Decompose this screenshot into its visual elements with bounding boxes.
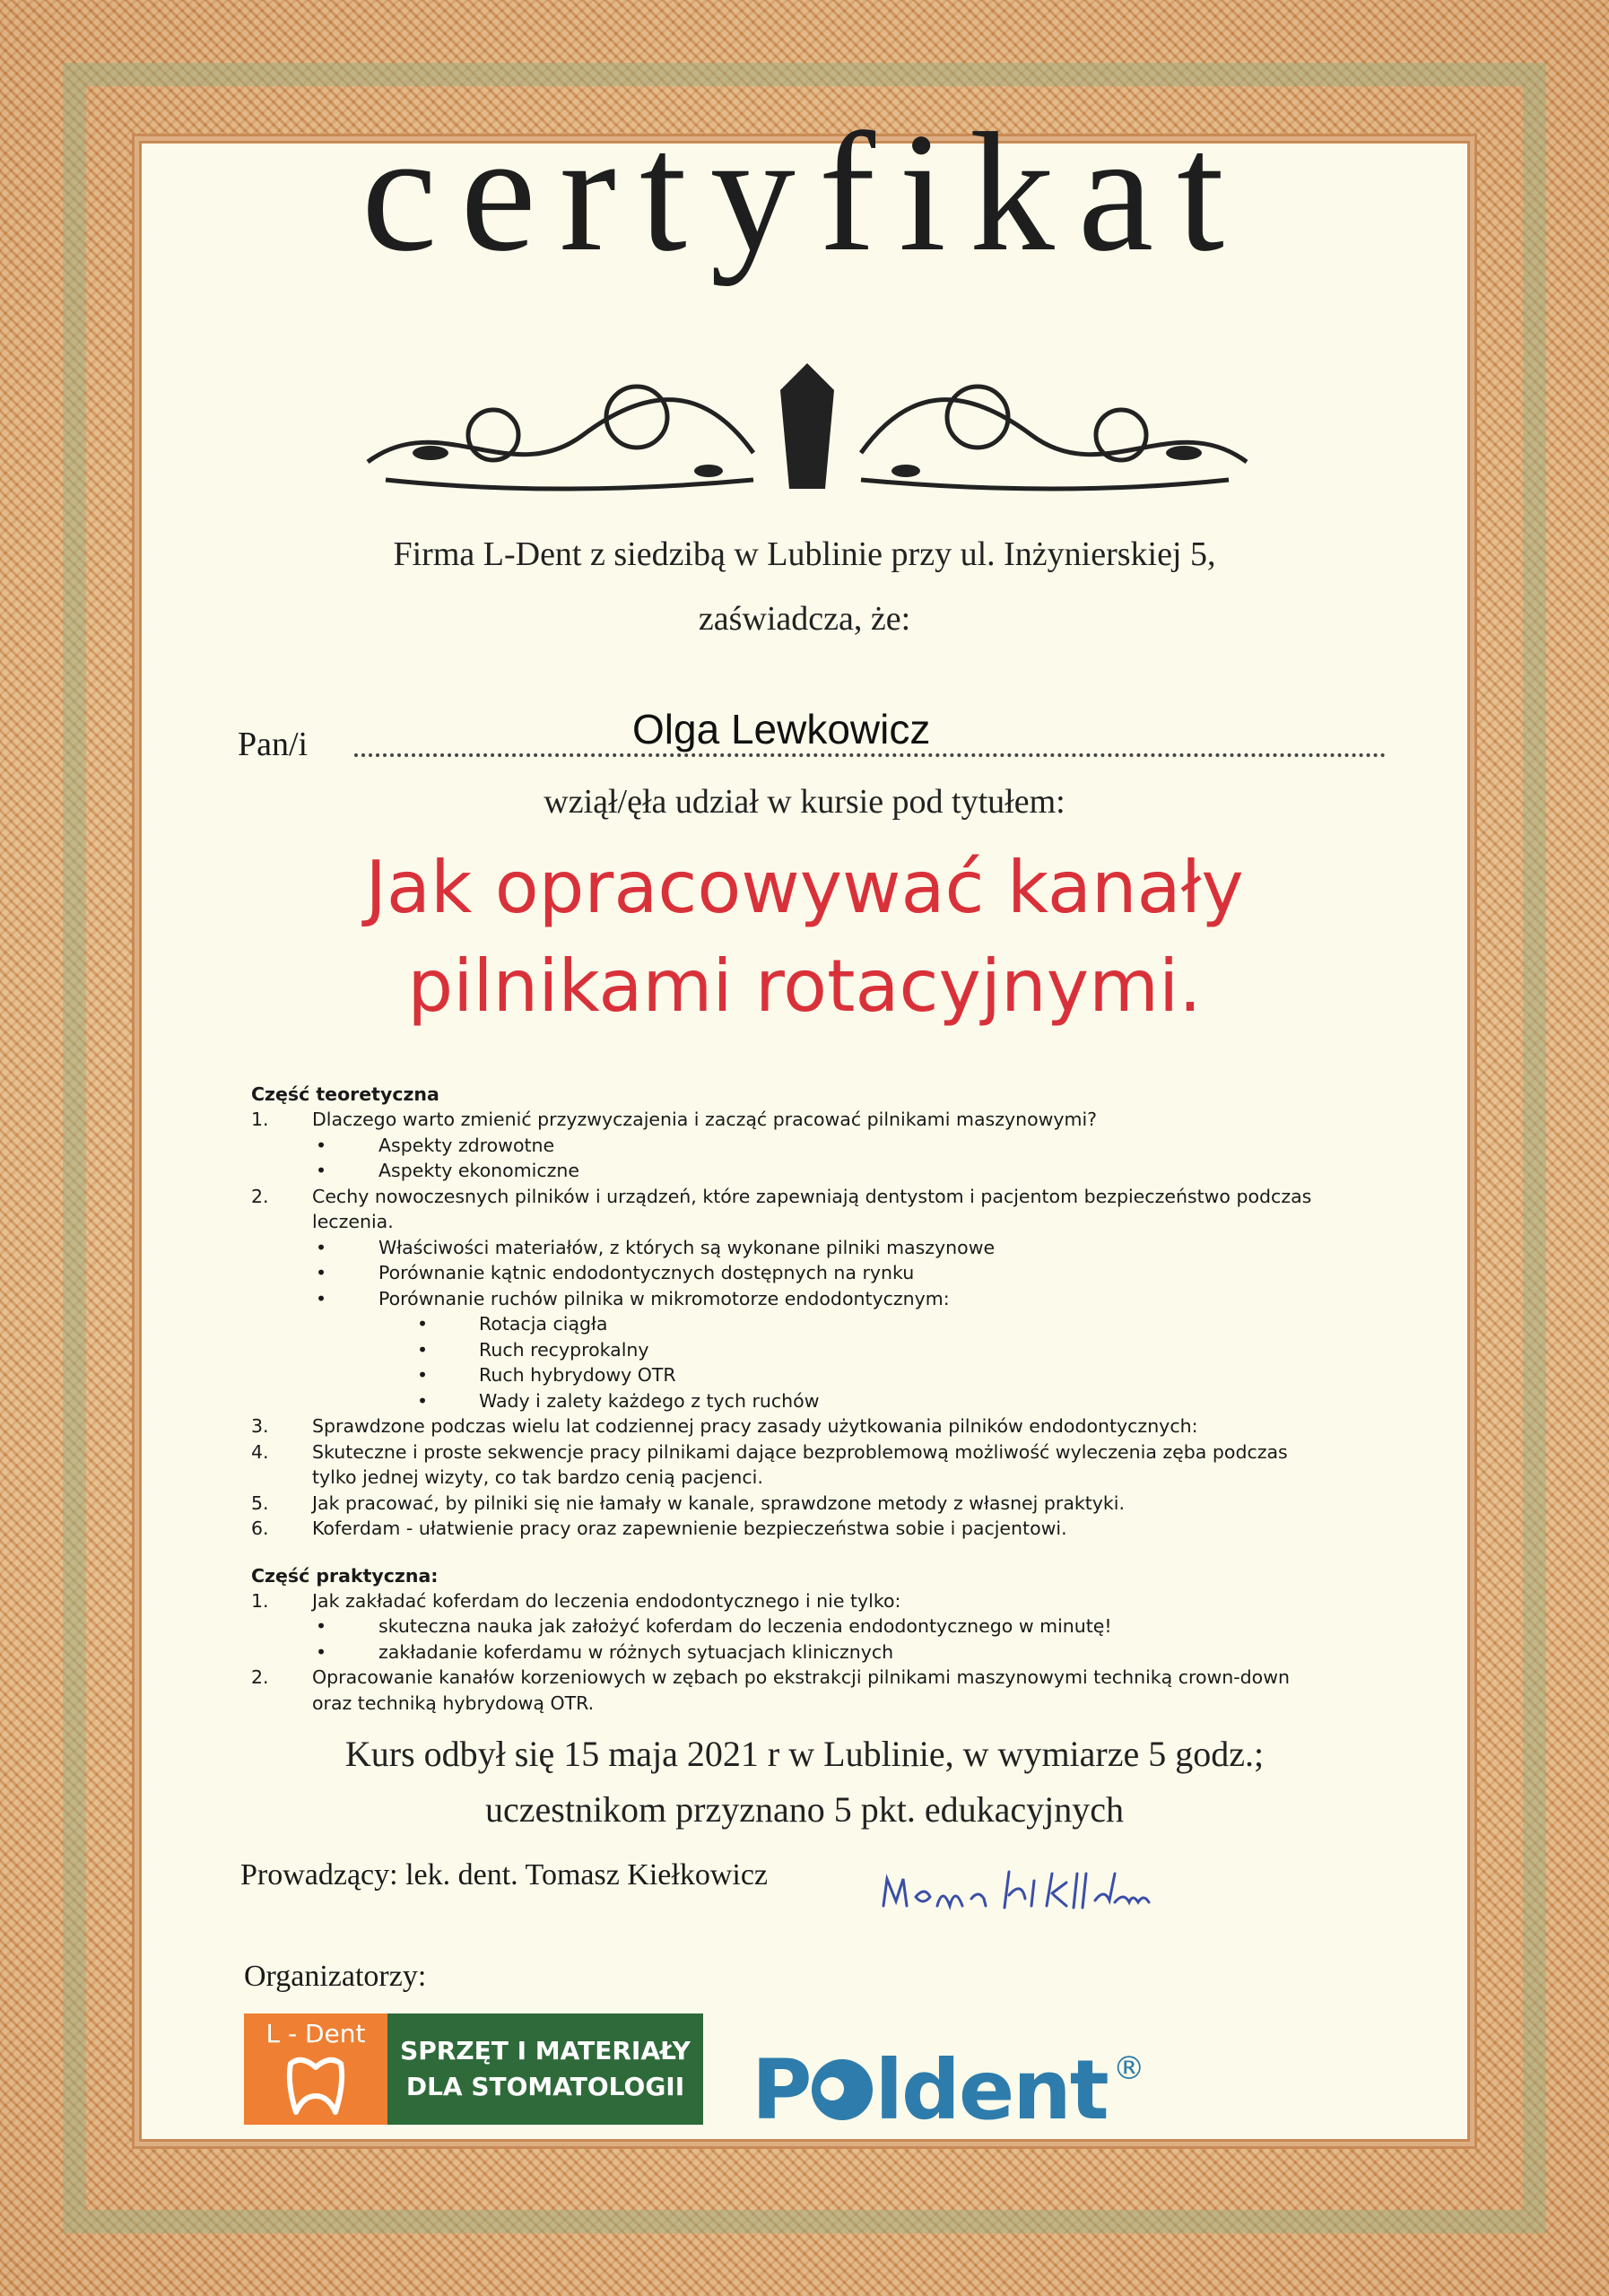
summary-line-1: Kurs odbył się 15 maja 2021 r w Lublinie, w wymiarze 5 godz.; bbox=[344, 1734, 1265, 1774]
pan-label: Pan/i bbox=[238, 726, 309, 763]
course-summary bbox=[0, 1726, 1609, 1838]
sub-bullet-item: • Ruch hybrydowy OTR bbox=[251, 1362, 1372, 1388]
list-item bbox=[251, 1588, 1372, 1614]
bullet-item: • skuteczna nauka jak założyć koferdam do leczenia endodontycznego w minutę! bbox=[251, 1613, 1372, 1639]
summary-line-2: uczestnikom przyznano 5 pkt. edukacyjnych bbox=[485, 1789, 1124, 1830]
item-number: 5. bbox=[251, 1492, 269, 1514]
item-text: Jak zakładać koferdam do leczenia endodontycznego i nie tylko: bbox=[312, 1589, 901, 1612]
ldent-tagline-1: SPRZĘT I MATERIAŁY bbox=[400, 2036, 691, 2066]
bullet-item: • Właściwości materiałów, z których są wykonane pilniki maszynowe bbox=[251, 1235, 1372, 1261]
tooth-icon bbox=[285, 2057, 346, 2119]
ldent-logo-orange bbox=[244, 2013, 387, 2125]
item-text: Sprawdzone podczas wielu lat codziennej pracy zasady użytkowania pilników endodontycznych: bbox=[312, 1415, 1198, 1437]
list-item bbox=[251, 1516, 1372, 1542]
course-title-line-2: pilnikami rotacyjnymi. bbox=[407, 944, 1202, 1028]
registered-mark: ® bbox=[1112, 2050, 1144, 2087]
ldent-name: L - Dent bbox=[265, 2019, 366, 2048]
item-continuation: oraz techniką hybrydową OTR. bbox=[312, 1692, 595, 1714]
emblem-ornament-icon bbox=[332, 354, 1283, 507]
theory-heading: Część teoretyczna bbox=[251, 1083, 439, 1105]
item-text: Cechy nowoczesnych pilników i urządzeń, które zapewniają dentystom i pacjentom bezpieczeństwo podczas bbox=[312, 1185, 1312, 1207]
item-number: 1. bbox=[251, 1109, 269, 1130]
course-title bbox=[0, 839, 1609, 1036]
participant-row bbox=[238, 706, 1386, 771]
intro-line-2: zaświadcza, że: bbox=[698, 600, 911, 638]
item-number: 6. bbox=[251, 1518, 269, 1539]
sub-bullet-item: • Wady i zalety każdego z tych ruchów bbox=[251, 1388, 1372, 1414]
poldent-logo bbox=[752, 2020, 1144, 2138]
ldent-tagline-2: DLA STOMATOLOGII bbox=[405, 2072, 685, 2101]
list-item bbox=[251, 1413, 1372, 1439]
item-number: 1. bbox=[251, 1589, 269, 1612]
item-number: 2. bbox=[251, 1666, 269, 1688]
name-dotted-line bbox=[354, 753, 1386, 757]
item-continuation: leczenia. bbox=[312, 1211, 394, 1232]
intro-line-1: Firma L-Dent z siedzibą w Lublinie przy ul. Inżynierskiej 5, bbox=[393, 535, 1216, 573]
course-title-line-1: Jak opracowywać kanały bbox=[365, 846, 1244, 929]
instructor-line: Prowadzący: lek. dent. Tomasz Kiełkowicz bbox=[240, 1858, 769, 1892]
item-number: 3. bbox=[251, 1415, 269, 1437]
poldent-o-icon bbox=[812, 2059, 873, 2120]
signature-icon bbox=[874, 1861, 1161, 1924]
item-continuation: tylko jednej wizyty, co tak bardzo cenią pacjenci. bbox=[312, 1466, 763, 1488]
participant-name: Olga Lewkowicz bbox=[632, 706, 931, 752]
list-item bbox=[251, 1439, 1372, 1465]
ldent-logo bbox=[244, 2013, 703, 2125]
list-item bbox=[251, 1491, 1372, 1517]
item-text: Dlaczego warto zmienić przyzwyczajenia i zacząć pracować pilnikami maszynowymi? bbox=[312, 1109, 1098, 1130]
item-number: 4. bbox=[251, 1440, 269, 1463]
practice-heading: Część praktyczna: bbox=[251, 1564, 439, 1587]
list-item bbox=[251, 1665, 1372, 1691]
item-number: 2. bbox=[251, 1185, 269, 1207]
syllabus bbox=[251, 1083, 1372, 1716]
sub-bullet-item: • Ruch recyprokalny bbox=[251, 1337, 1372, 1363]
sub-bullet-item: • Rotacja ciągła bbox=[251, 1311, 1372, 1337]
list-item bbox=[251, 1107, 1372, 1133]
poldent-letter-p: P bbox=[752, 2042, 811, 2138]
ldent-logo-tagline bbox=[387, 2013, 703, 2125]
poldent-letters: ldent bbox=[874, 2042, 1108, 2138]
item-text: Koferdam - ułatwienie pracy oraz zapewnienie bezpieczeństwa sobie i pacjentowi. bbox=[312, 1518, 1067, 1539]
certificate-title: certyfikat bbox=[361, 99, 1248, 287]
participation-line: wziął/ęła udział w kursie pod tytułem: bbox=[544, 783, 1065, 821]
bullet-item: • Porównanie ruchów pilnika w mikromotorze endodontycznym: bbox=[251, 1286, 1372, 1312]
item-text: Jak pracować, by pilniki się nie łamały w kanale, sprawdzone metody z własnej praktyki. bbox=[312, 1492, 1126, 1514]
list-item bbox=[251, 1184, 1372, 1210]
organizers-label: Organizatorzy: bbox=[244, 1960, 427, 1993]
bullet-item: • Aspekty ekonomiczne bbox=[251, 1158, 1372, 1184]
bullet-item: • zakładanie koferdamu w różnych sytuacjach klinicznych bbox=[251, 1639, 1372, 1665]
bullet-item: • Porównanie kątnic endodontycznych dostępnych na rynku bbox=[251, 1260, 1372, 1286]
bullet-item: • Aspekty zdrowotne bbox=[251, 1133, 1372, 1159]
item-text: Opracowanie kanałów korzeniowych w zębach po ekstrakcji pilnikami maszynowymi techniką crown-down bbox=[312, 1666, 1290, 1688]
item-text: Skuteczne i proste sekwencje pracy pilnikami dające bezproblemową możliwość wyleczenia zęba podczas bbox=[312, 1440, 1288, 1463]
